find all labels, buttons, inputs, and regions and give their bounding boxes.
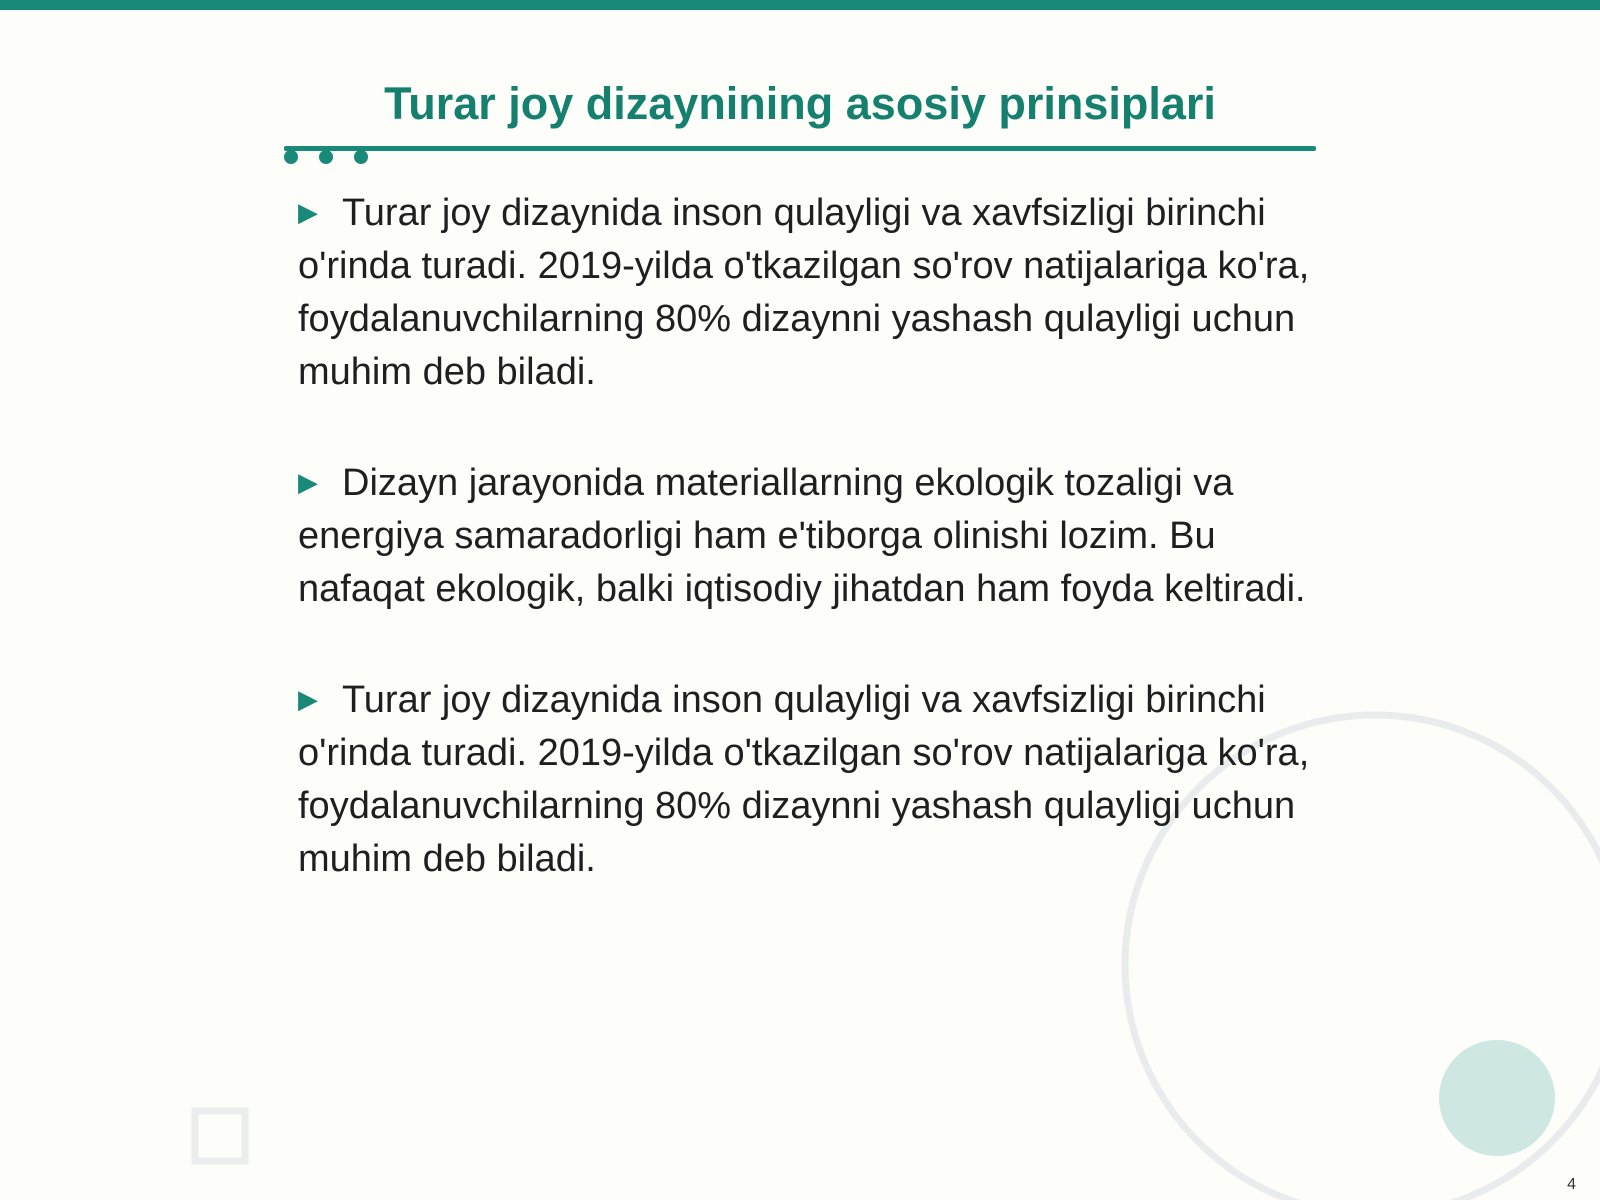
title-dot-3 xyxy=(354,150,368,164)
bullet-list xyxy=(298,186,1318,943)
bullet-paragraph-3 xyxy=(298,673,1318,886)
paragraph-text: Turar joy dizaynida inson qulayligi va xavfsizligi birinchi o'rinda turadi. 2019-yilda o'tkazilgan so'rov natijalariga ko'ra, foydalanuvchilarning 80% dizaynni yashash qulayligi uchun muhim deb biladi. xyxy=(298,679,1310,880)
play-arrow-icon: ▶ xyxy=(298,684,318,714)
paragraph-text: Turar joy dizaynida inson qulayligi va xavfsizligi birinchi o'rinda turadi. 2019-yilda o'tkazilgan so'rov natijalariga ko'ra, foydalanuvchilarning 80% dizaynni yashash qulayligi uchun muhim deb biladi. xyxy=(298,192,1310,393)
slide-title: Turar joy dizaynining asosiy prinsiplari xyxy=(384,78,1216,129)
bullet-paragraph-2 xyxy=(298,456,1318,616)
bullet-paragraph-1 xyxy=(298,186,1318,399)
play-arrow-icon: ▶ xyxy=(298,467,318,497)
title-dot-1 xyxy=(284,150,298,164)
title-underline xyxy=(284,146,1316,151)
paragraph-text: Dizayn jarayonida materiallarning ekologik tozaligi va energiya samaradorligi ham e'tiborga olinishi lozim. Bu nafaqat ekologik, balki iqtisodiy jihatdan ham foyda keltiradi. xyxy=(298,462,1306,610)
page-number: 4 xyxy=(1567,1176,1576,1193)
teal-filled-circle xyxy=(1439,1040,1555,1156)
outline-square xyxy=(195,1111,245,1161)
title-dot-2 xyxy=(319,150,333,164)
play-arrow-icon: ▶ xyxy=(298,197,318,227)
